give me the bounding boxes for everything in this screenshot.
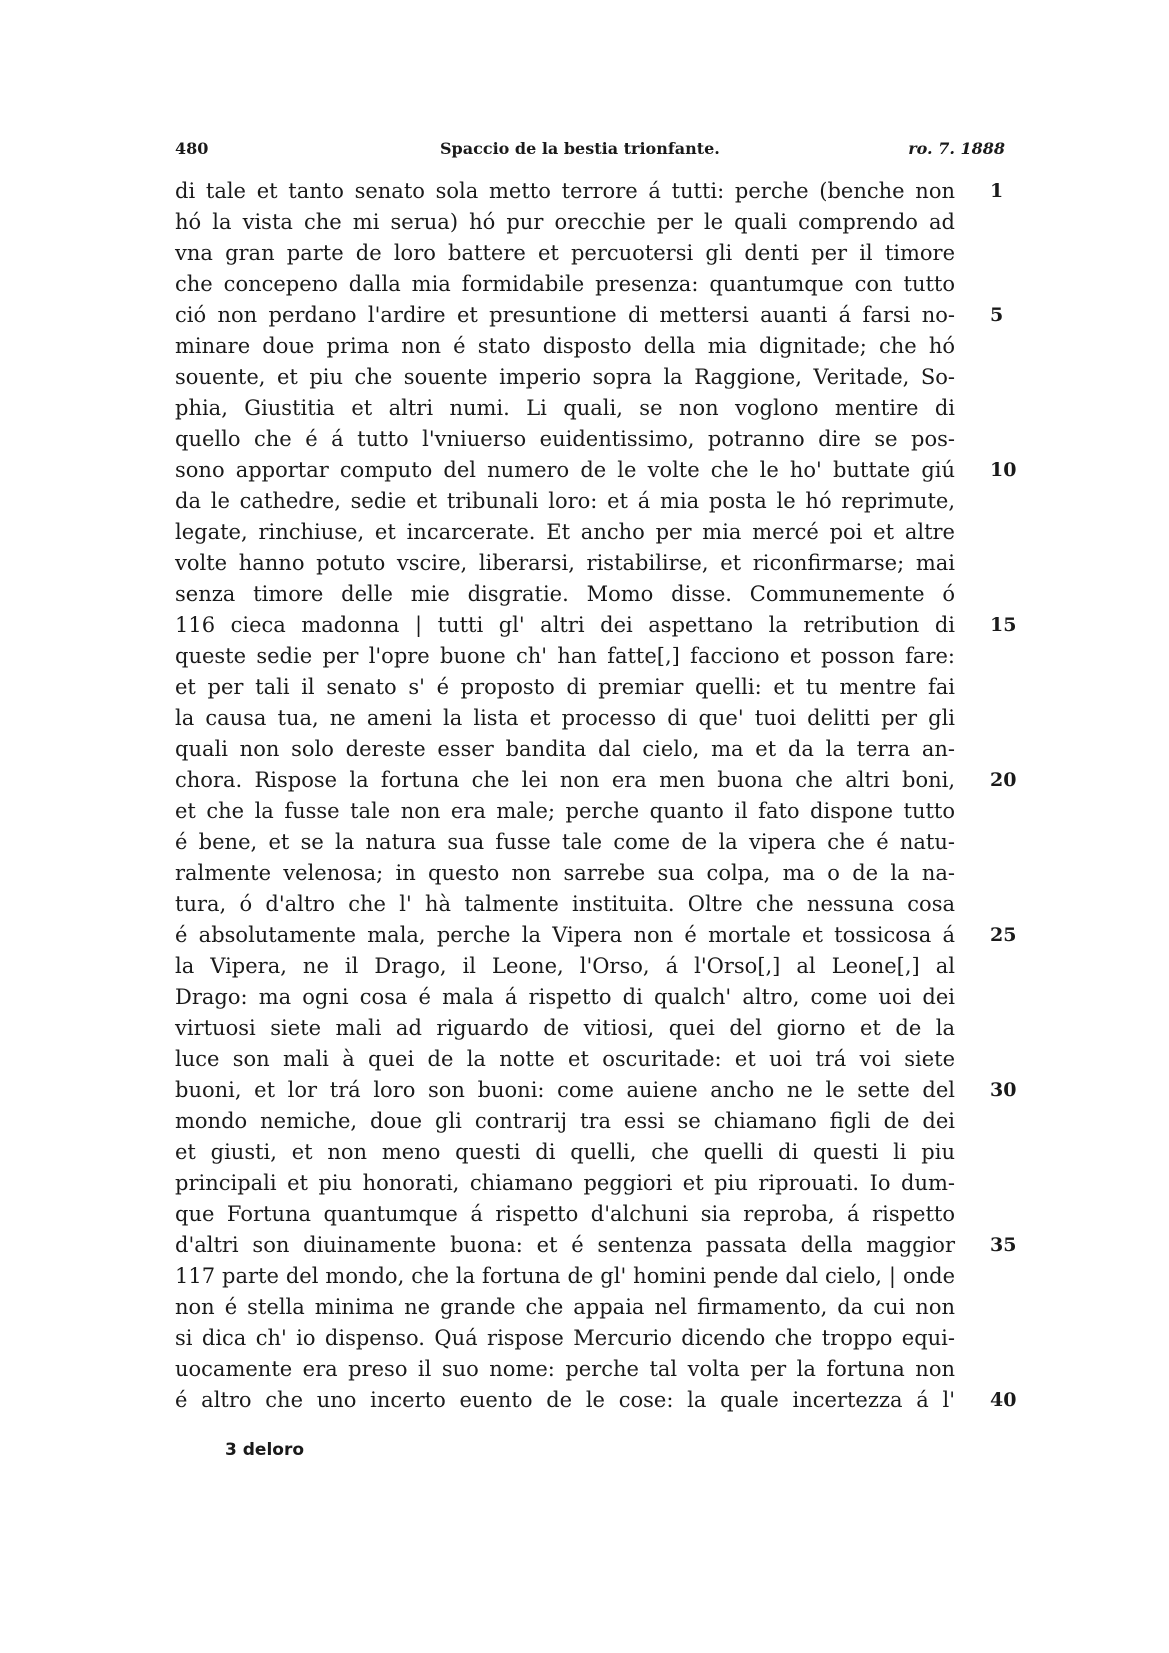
line-number-column: [990, 176, 1030, 1416]
line-number: [990, 982, 1030, 1013]
line-number: [990, 1292, 1030, 1323]
line-number: [990, 641, 1030, 672]
text-line: [175, 207, 955, 238]
line-number: [990, 1137, 1030, 1168]
text-line-content: volte hanno potuto vscire, liberarsi, ristabilirse, et riconfirmarse; mai: [175, 551, 955, 575]
line-number: [990, 362, 1030, 393]
line-number: [990, 238, 1030, 269]
text-line-content: di tale et tanto senato sola metto terrore á tutti: perche (benche non: [175, 179, 955, 203]
line-number: [990, 1323, 1030, 1354]
line-number: 30: [990, 1079, 1017, 1101]
text-line: [175, 579, 955, 610]
text-line: [175, 1044, 955, 1075]
line-number: [990, 734, 1030, 765]
line-number: [990, 269, 1030, 300]
text-line-content: et che la fusse tale non era male; perche quanto il fato dispone tutto: [175, 799, 955, 823]
text-line: [175, 548, 955, 579]
text-line: [175, 1075, 955, 1106]
text-line-content: la causa tua, ne ameni la lista et processo di que' tuoi delitti per gli: [175, 706, 955, 730]
text-line-content: quello che é á tutto l'vniuerso euidentissimo, potranno dire se pos-: [175, 427, 955, 451]
line-number: 40: [990, 1389, 1017, 1411]
text-line: [175, 672, 955, 703]
line-number: 15: [990, 614, 1017, 636]
line-number: [990, 207, 1030, 238]
text-line: [175, 951, 955, 982]
text-line: [175, 1168, 955, 1199]
text-line-content: hó la vista che mi serua) hó pur orecchie per le quali comprendo ad: [175, 210, 955, 234]
text-line: [175, 920, 955, 951]
text-line-content: senza timore delle mie disgratie. Momo disse. Communemente ó: [175, 582, 955, 606]
text-line: [175, 1137, 955, 1168]
text-line-content: da le cathedre, sedie et tribunali loro: et á mia posta le hó reprimute,: [175, 489, 955, 513]
text-line: [175, 1292, 955, 1323]
text-line: [175, 982, 955, 1013]
line-number: [990, 331, 1030, 362]
text-line-content: é bene, et se la natura sua fusse tale come de la vipera che é natu-: [175, 830, 955, 854]
line-number: [990, 796, 1030, 827]
line-number: 35: [990, 1234, 1017, 1256]
text-line: [175, 1354, 955, 1385]
text-line-content: non é stella minima ne grande che appaia nel firmamento, da cui non: [175, 1295, 955, 1319]
body-text: [175, 176, 955, 1416]
text-line-content: minare doue prima non é stato disposto della mia dignitade; che hó: [175, 334, 955, 358]
line-number: [990, 703, 1030, 734]
text-line: [175, 734, 955, 765]
page-header: [175, 133, 1005, 161]
text-line-content: et giusti, et non meno questi di quelli, che quelli di questi li piu: [175, 1140, 955, 1164]
text-line-content: legate, rinchiuse, et incarcerate. Et ancho per mia mercé poi et altre: [175, 520, 955, 544]
text-line: [175, 176, 955, 207]
line-number: [990, 1354, 1030, 1385]
text-line: [175, 889, 955, 920]
line-number: [990, 1044, 1030, 1075]
running-title: Spaccio de la bestia trionfante.: [440, 139, 720, 158]
text-line: [175, 517, 955, 548]
line-number: [990, 424, 1030, 455]
text-line: [175, 1106, 955, 1137]
text-line: [175, 486, 955, 517]
text-line: [175, 1323, 955, 1354]
text-line-content: chora. Rispose la fortuna che lei non era men buona che altri boni,: [175, 768, 955, 792]
text-line: [175, 393, 955, 424]
text-line-content: queste sedie per l'opre buone ch' han fatte[,] facciono et posson fare:: [175, 644, 955, 668]
text-line: [175, 238, 955, 269]
line-number: 5: [990, 304, 1004, 326]
text-line: [175, 641, 955, 672]
text-line-content: que Fortuna quantumque á rispetto d'alchuni sia reproba, á rispetto: [175, 1202, 955, 1226]
text-line-content: virtuosi siete mali ad riguardo de vitiosi, quei del giorno et de la: [175, 1016, 955, 1040]
text-line-content: tura, ó d'altro che l' hà talmente instituita. Oltre che nessuna cosa: [175, 892, 955, 916]
text-line-content: phia, Giustitia et altri numi. Li quali, se non voglono mentire di: [175, 396, 955, 420]
line-number: [990, 548, 1030, 579]
line-number: [990, 393, 1030, 424]
line-number: [990, 517, 1030, 548]
text-line-content: vna gran parte de loro battere et percuotersi gli denti per il timore: [175, 241, 955, 265]
text-line: [175, 455, 955, 486]
line-number: [990, 1199, 1030, 1230]
text-line: [175, 269, 955, 300]
text-line: [175, 1385, 955, 1416]
line-number: [990, 1013, 1030, 1044]
folio-note: ro. 7. 1888: [908, 139, 1005, 158]
text-line: [175, 610, 955, 641]
text-line-content: é altro che uno incerto euento de le cose: la quale incertezza á l': [175, 1388, 955, 1412]
text-line-content: Drago: ma ogni cosa é mala á rispetto di qualch' altro, come uoi dei: [175, 985, 955, 1009]
text-line-content: principali et piu honorati, chiamano peggiori et piu riprouati. Io dum-: [175, 1171, 955, 1195]
text-line-content: si dica ch' io dispenso. Quá rispose Mercurio dicendo che troppo equi-: [175, 1326, 955, 1350]
line-number: [990, 1106, 1030, 1137]
footnote: 3 deloro: [225, 1440, 305, 1460]
line-number: [990, 579, 1030, 610]
line-number: [990, 486, 1030, 517]
line-number: [990, 1261, 1030, 1292]
text-line-content: 116 cieca madonna | tutti gl' altri dei aspettano la retribution di: [175, 613, 955, 637]
text-line: [175, 703, 955, 734]
line-number: 25: [990, 924, 1017, 946]
text-line-content: d'altri son diuinamente buona: et é sentenza passata della maggior: [175, 1233, 955, 1257]
page-number: 480: [175, 139, 209, 158]
line-number: 1: [990, 180, 1004, 202]
text-line: [175, 1261, 955, 1292]
text-line-content: la Vipera, ne il Drago, il Leone, l'Orso, á l'Orso[,] al Leone[,] al: [175, 954, 955, 978]
text-line: [175, 1199, 955, 1230]
text-line-content: 117 parte del mondo, che la fortuna de gl' homini pende dal cielo, | onde: [175, 1264, 955, 1288]
text-line-content: buoni, et lor trá loro son buoni: come auiene ancho ne le sette del: [175, 1078, 955, 1102]
line-number: [990, 889, 1030, 920]
text-line-content: luce son mali à quei de la notte et oscuritade: et uoi trá voi siete: [175, 1047, 955, 1071]
text-line: [175, 1013, 955, 1044]
text-line-content: mondo nemiche, doue gli contrarij tra essi se chiamano figli de dei: [175, 1109, 955, 1133]
text-line-content: quali non solo dereste esser bandita dal cielo, ma et da la terra an-: [175, 737, 955, 761]
line-number: [990, 951, 1030, 982]
text-line: [175, 300, 955, 331]
text-line: [175, 1230, 955, 1261]
line-number: 20: [990, 769, 1017, 791]
text-line-content: souente, et piu che souente imperio sopra la Raggione, Veritade, So-: [175, 365, 955, 389]
line-number: [990, 858, 1030, 889]
line-number: 10: [990, 459, 1017, 481]
text-line: [175, 827, 955, 858]
text-line-content: che concepeno dalla mia formidabile presenza: quantumque con tutto: [175, 272, 955, 296]
text-line: [175, 424, 955, 455]
text-line: [175, 858, 955, 889]
text-line: [175, 331, 955, 362]
line-number: [990, 672, 1030, 703]
text-line-content: et per tali il senato s' é proposto di premiar quelli: et tu mentre fai: [175, 675, 955, 699]
text-line-content: uocamente era preso il suo nome: perche tal volta per la fortuna non: [175, 1357, 955, 1381]
line-number: [990, 827, 1030, 858]
text-line-content: ció non perdano l'ardire et presuntione di mettersi auanti á farsi no-: [175, 303, 955, 327]
text-line: [175, 796, 955, 827]
text-line: [175, 765, 955, 796]
line-number: [990, 1168, 1030, 1199]
text-line-content: ralmente velenosa; in questo non sarrebe sua colpa, ma o de la na-: [175, 861, 955, 885]
text-line-content: sono apportar computo del numero de le volte che le ho' buttate giú: [175, 458, 955, 482]
text-line-content: é absolutamente mala, perche la Vipera non é mortale et tossicosa á: [175, 923, 955, 947]
text-line: [175, 362, 955, 393]
